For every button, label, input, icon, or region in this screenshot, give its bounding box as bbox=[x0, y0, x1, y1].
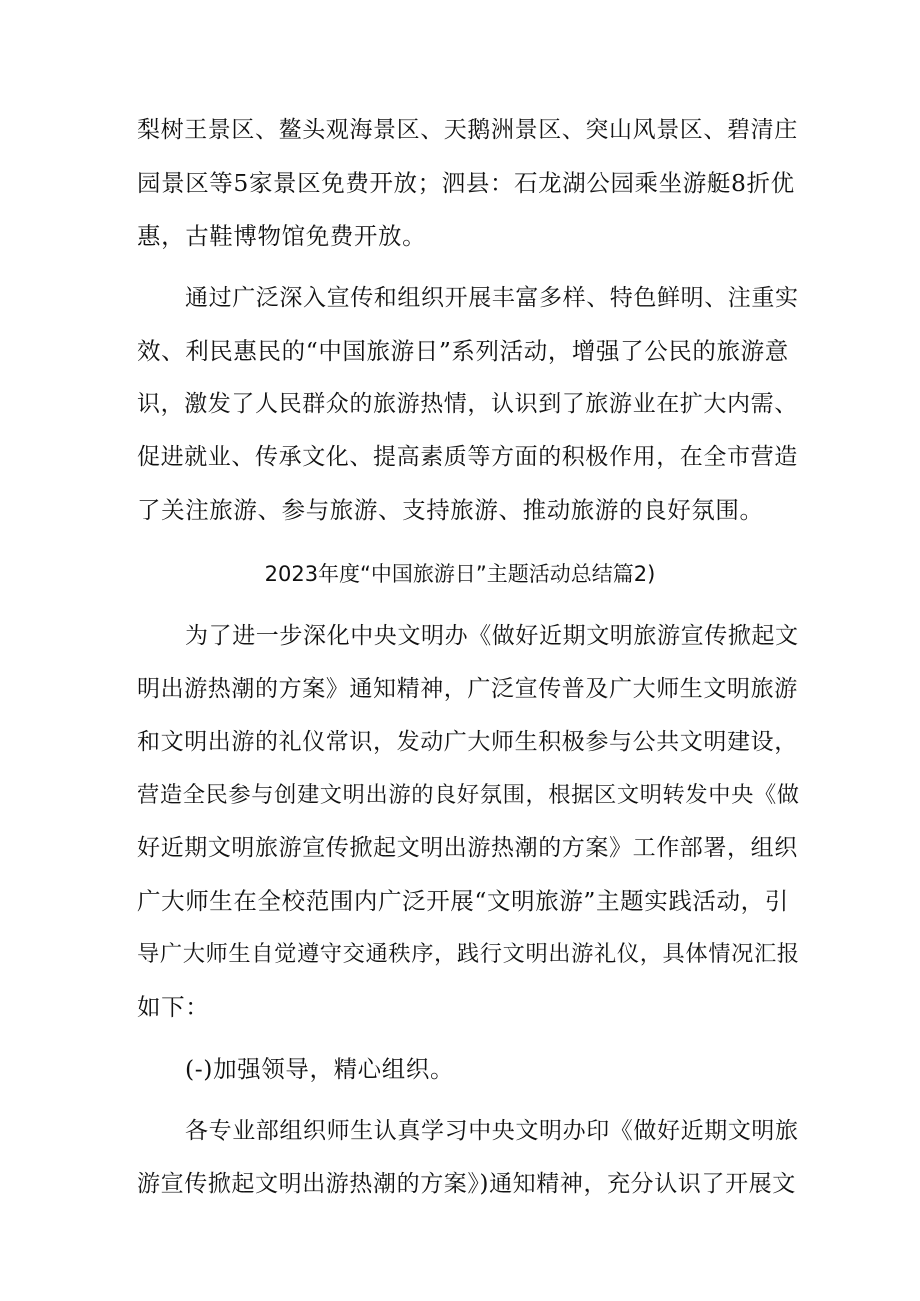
paragraph-3-line-1: 为了进一步深化中央文明办《做好近期文明旅游宣传掀起文 bbox=[185, 623, 799, 649]
paragraph-1-line-1: 梨树王景区、鳌头观海景区、天鹅洲景区、突山风景区、碧清庄 bbox=[137, 117, 798, 143]
paragraph-3-line-7: 导广大师生自觉遵守交通秩序，践行文明出游礼仪，具体情况汇报 bbox=[137, 941, 800, 967]
paragraph-3-line-6: 广大师生在全校范围内广泛开展“文明旅游”主题实践活动，引 bbox=[137, 887, 789, 915]
paragraph-3-line-4: 营造全民参与创建文明出游的良好氛围，根据区文明转发中央《做 bbox=[137, 782, 800, 808]
paragraph-2-line-5: 了关注旅游、参与旅游、支持旅游、推动旅游的良好氛围。 bbox=[137, 496, 764, 524]
paragraph-3-line-5: 好近期文明旅游宣传掀起文明出游热潮的方案》工作部署，组织 bbox=[137, 835, 798, 861]
subsection-heading: (-)加强领导，精心组织。 bbox=[185, 1055, 455, 1083]
paragraph-1-line-2: 园景区等5家景区免费开放；泗县：石龙湖公园乘坐游艇8折优 bbox=[137, 169, 795, 197]
paragraph-3-line-2: 明出游热潮的方案》通知精神，广泛宣传普及广大师生文明旅游 bbox=[137, 676, 798, 702]
section-heading: 2023年度“中国旅游日”主题活动总结篇2) bbox=[264, 562, 656, 586]
paragraph-3-line-3: 和文明出游的礼仪常识，发动广大师生积极参与公共文明建设， bbox=[137, 729, 798, 755]
paragraph-2-line-1: 通过广泛深入宣传和组织开展丰富多样、特色鲜明、注重实 bbox=[185, 285, 799, 311]
paragraph-3-line-8: 如下： bbox=[137, 993, 210, 1021]
paragraph-1-line-3: 惠，古鞋博物馆免费开放。 bbox=[137, 222, 427, 250]
paragraph-2-line-4: 促进就业、传承文化、提高素质等方面的积极作用，在全市营造 bbox=[137, 444, 798, 470]
paragraph-2-line-3: 识，激发了人民群众的旅游热情，认识到了旅游业在扩大内需、 bbox=[137, 391, 798, 417]
paragraph-5-line-2: 游宣传掀起文明出游热潮的方案》)通知精神，充分认识了开展文 bbox=[137, 1171, 796, 1197]
paragraph-2-line-2: 效、利民惠民的“中国旅游日”系列活动，增强了公民的旅游意 bbox=[137, 337, 789, 365]
paragraph-5-line-1: 各专业部组织师生认真学习中央文明办印《做好近期文明旅 bbox=[185, 1118, 799, 1144]
